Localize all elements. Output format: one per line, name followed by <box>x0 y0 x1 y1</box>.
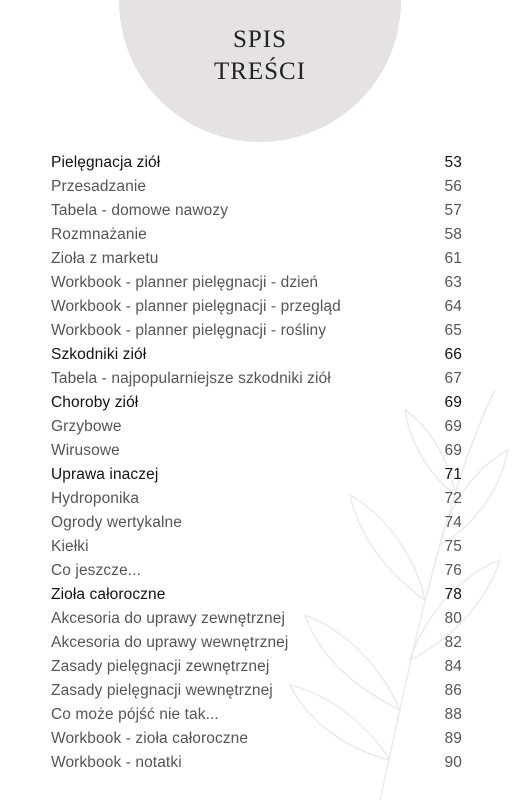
toc-entry[interactable] <box>51 319 462 343</box>
toc-entry-title: Akcesoria do uprawy wewnętrznej <box>51 634 289 651</box>
toc-entry[interactable] <box>51 199 462 223</box>
page-title-line1: SPIS <box>232 26 288 53</box>
page-title <box>119 24 401 88</box>
toc-entry-title: Kiełki <box>51 538 89 555</box>
toc-entry[interactable] <box>51 727 462 751</box>
toc-entry-page: 89 <box>444 730 462 747</box>
toc-entry-title: Zasady pielęgnacji wewnętrznej <box>51 682 273 699</box>
toc-entry-title: Grzybowe <box>51 418 122 435</box>
toc-entry-title: Szkodniki ziół <box>51 346 147 363</box>
toc-entry-page: 78 <box>444 586 462 603</box>
toc-entry-title: Co może pójść nie tak... <box>51 706 219 723</box>
toc-entry[interactable] <box>51 247 462 271</box>
toc-entry-page: 53 <box>444 154 462 171</box>
toc-entry-page: 67 <box>444 370 462 387</box>
toc-entry-page: 90 <box>444 754 462 771</box>
toc-entry[interactable] <box>51 415 462 439</box>
toc-entry[interactable] <box>51 151 462 175</box>
toc-entry-page: 80 <box>444 610 462 627</box>
toc-entry-title: Workbook - planner pielęgnacji - przegląd <box>51 298 341 315</box>
toc-entry-page: 65 <box>444 322 462 339</box>
toc-entry-title: Workbook - planner pielęgnacji - rośliny <box>51 322 327 339</box>
toc-entry[interactable] <box>51 679 462 703</box>
toc-entry-page: 69 <box>444 418 462 435</box>
toc-entry-title: Ogrody wertykalne <box>51 514 182 531</box>
toc-entry[interactable] <box>51 535 462 559</box>
toc-entry-page: 64 <box>444 298 462 315</box>
toc-entry-title: Co jeszcze... <box>51 562 142 579</box>
toc-entry-page: 82 <box>444 634 462 651</box>
toc-entry-title: Tabela - najpopularniejsze szkodniki ziół <box>51 370 331 387</box>
toc-entry-page: 69 <box>444 394 462 411</box>
toc-entry[interactable] <box>51 559 462 583</box>
toc-entry[interactable] <box>51 367 462 391</box>
toc-entry-title: Workbook - zioła całoroczne <box>51 730 249 747</box>
toc-entry-page: 74 <box>444 514 462 531</box>
toc-entry[interactable] <box>51 175 462 199</box>
toc-entry-page: 86 <box>444 682 462 699</box>
toc-entry-page: 75 <box>444 538 462 555</box>
toc-entry-title: Pielęgnacja ziół <box>51 154 161 171</box>
toc-entry[interactable] <box>51 511 462 535</box>
toc-entry-page: 63 <box>444 274 462 291</box>
toc-entry-title: Zioła całoroczne <box>51 586 166 603</box>
toc-entry-title: Workbook - planner pielęgnacji - dzień <box>51 274 319 291</box>
toc-entry[interactable] <box>51 583 462 607</box>
toc-entry-title: Workbook - notatki <box>51 754 182 771</box>
toc-entry-title: Zioła z marketu <box>51 250 159 267</box>
toc-entry[interactable] <box>51 271 462 295</box>
toc-entry-title: Zasady pielęgnacji zewnętrznej <box>51 658 270 675</box>
toc-entry[interactable] <box>51 631 462 655</box>
toc-entry[interactable] <box>51 343 462 367</box>
toc-entry-page: 58 <box>444 226 462 243</box>
toc-entry-title: Uprawa inaczej <box>51 466 159 483</box>
page-title-line2: TREŚCI <box>213 58 307 85</box>
toc-entry[interactable] <box>51 487 462 511</box>
toc-entry[interactable] <box>51 223 462 247</box>
toc-entry[interactable] <box>51 655 462 679</box>
toc-entry[interactable] <box>51 463 462 487</box>
toc-entry-title: Tabela - domowe nawozy <box>51 202 229 219</box>
toc-entry[interactable] <box>51 751 462 775</box>
toc-entry-page: 84 <box>444 658 462 675</box>
toc-entry-title: Hydroponika <box>51 490 140 507</box>
toc-entry-page: 56 <box>444 178 462 195</box>
toc-entry-title: Przesadzanie <box>51 178 147 195</box>
toc-entry-page: 66 <box>444 346 462 363</box>
toc-entry-page: 69 <box>444 442 462 459</box>
toc-entry-title: Wirusowe <box>51 442 120 459</box>
toc-entry[interactable] <box>51 391 462 415</box>
toc-entry[interactable] <box>51 703 462 727</box>
toc-entry[interactable] <box>51 439 462 463</box>
toc-entry-title: Rozmnażanie <box>51 226 147 243</box>
toc-entry[interactable] <box>51 607 462 631</box>
toc-entry-page: 88 <box>444 706 462 723</box>
toc-entry-page: 61 <box>444 250 462 267</box>
toc-entry-page: 72 <box>444 490 462 507</box>
toc-entry-page: 57 <box>444 202 462 219</box>
toc-entry-title: Choroby ziół <box>51 394 139 411</box>
table-of-contents <box>51 151 462 775</box>
toc-entry[interactable] <box>51 295 462 319</box>
toc-entry-page: 76 <box>444 562 462 579</box>
toc-entry-title: Akcesoria do uprawy zewnętrznej <box>51 610 285 627</box>
toc-entry-page: 71 <box>444 466 462 483</box>
